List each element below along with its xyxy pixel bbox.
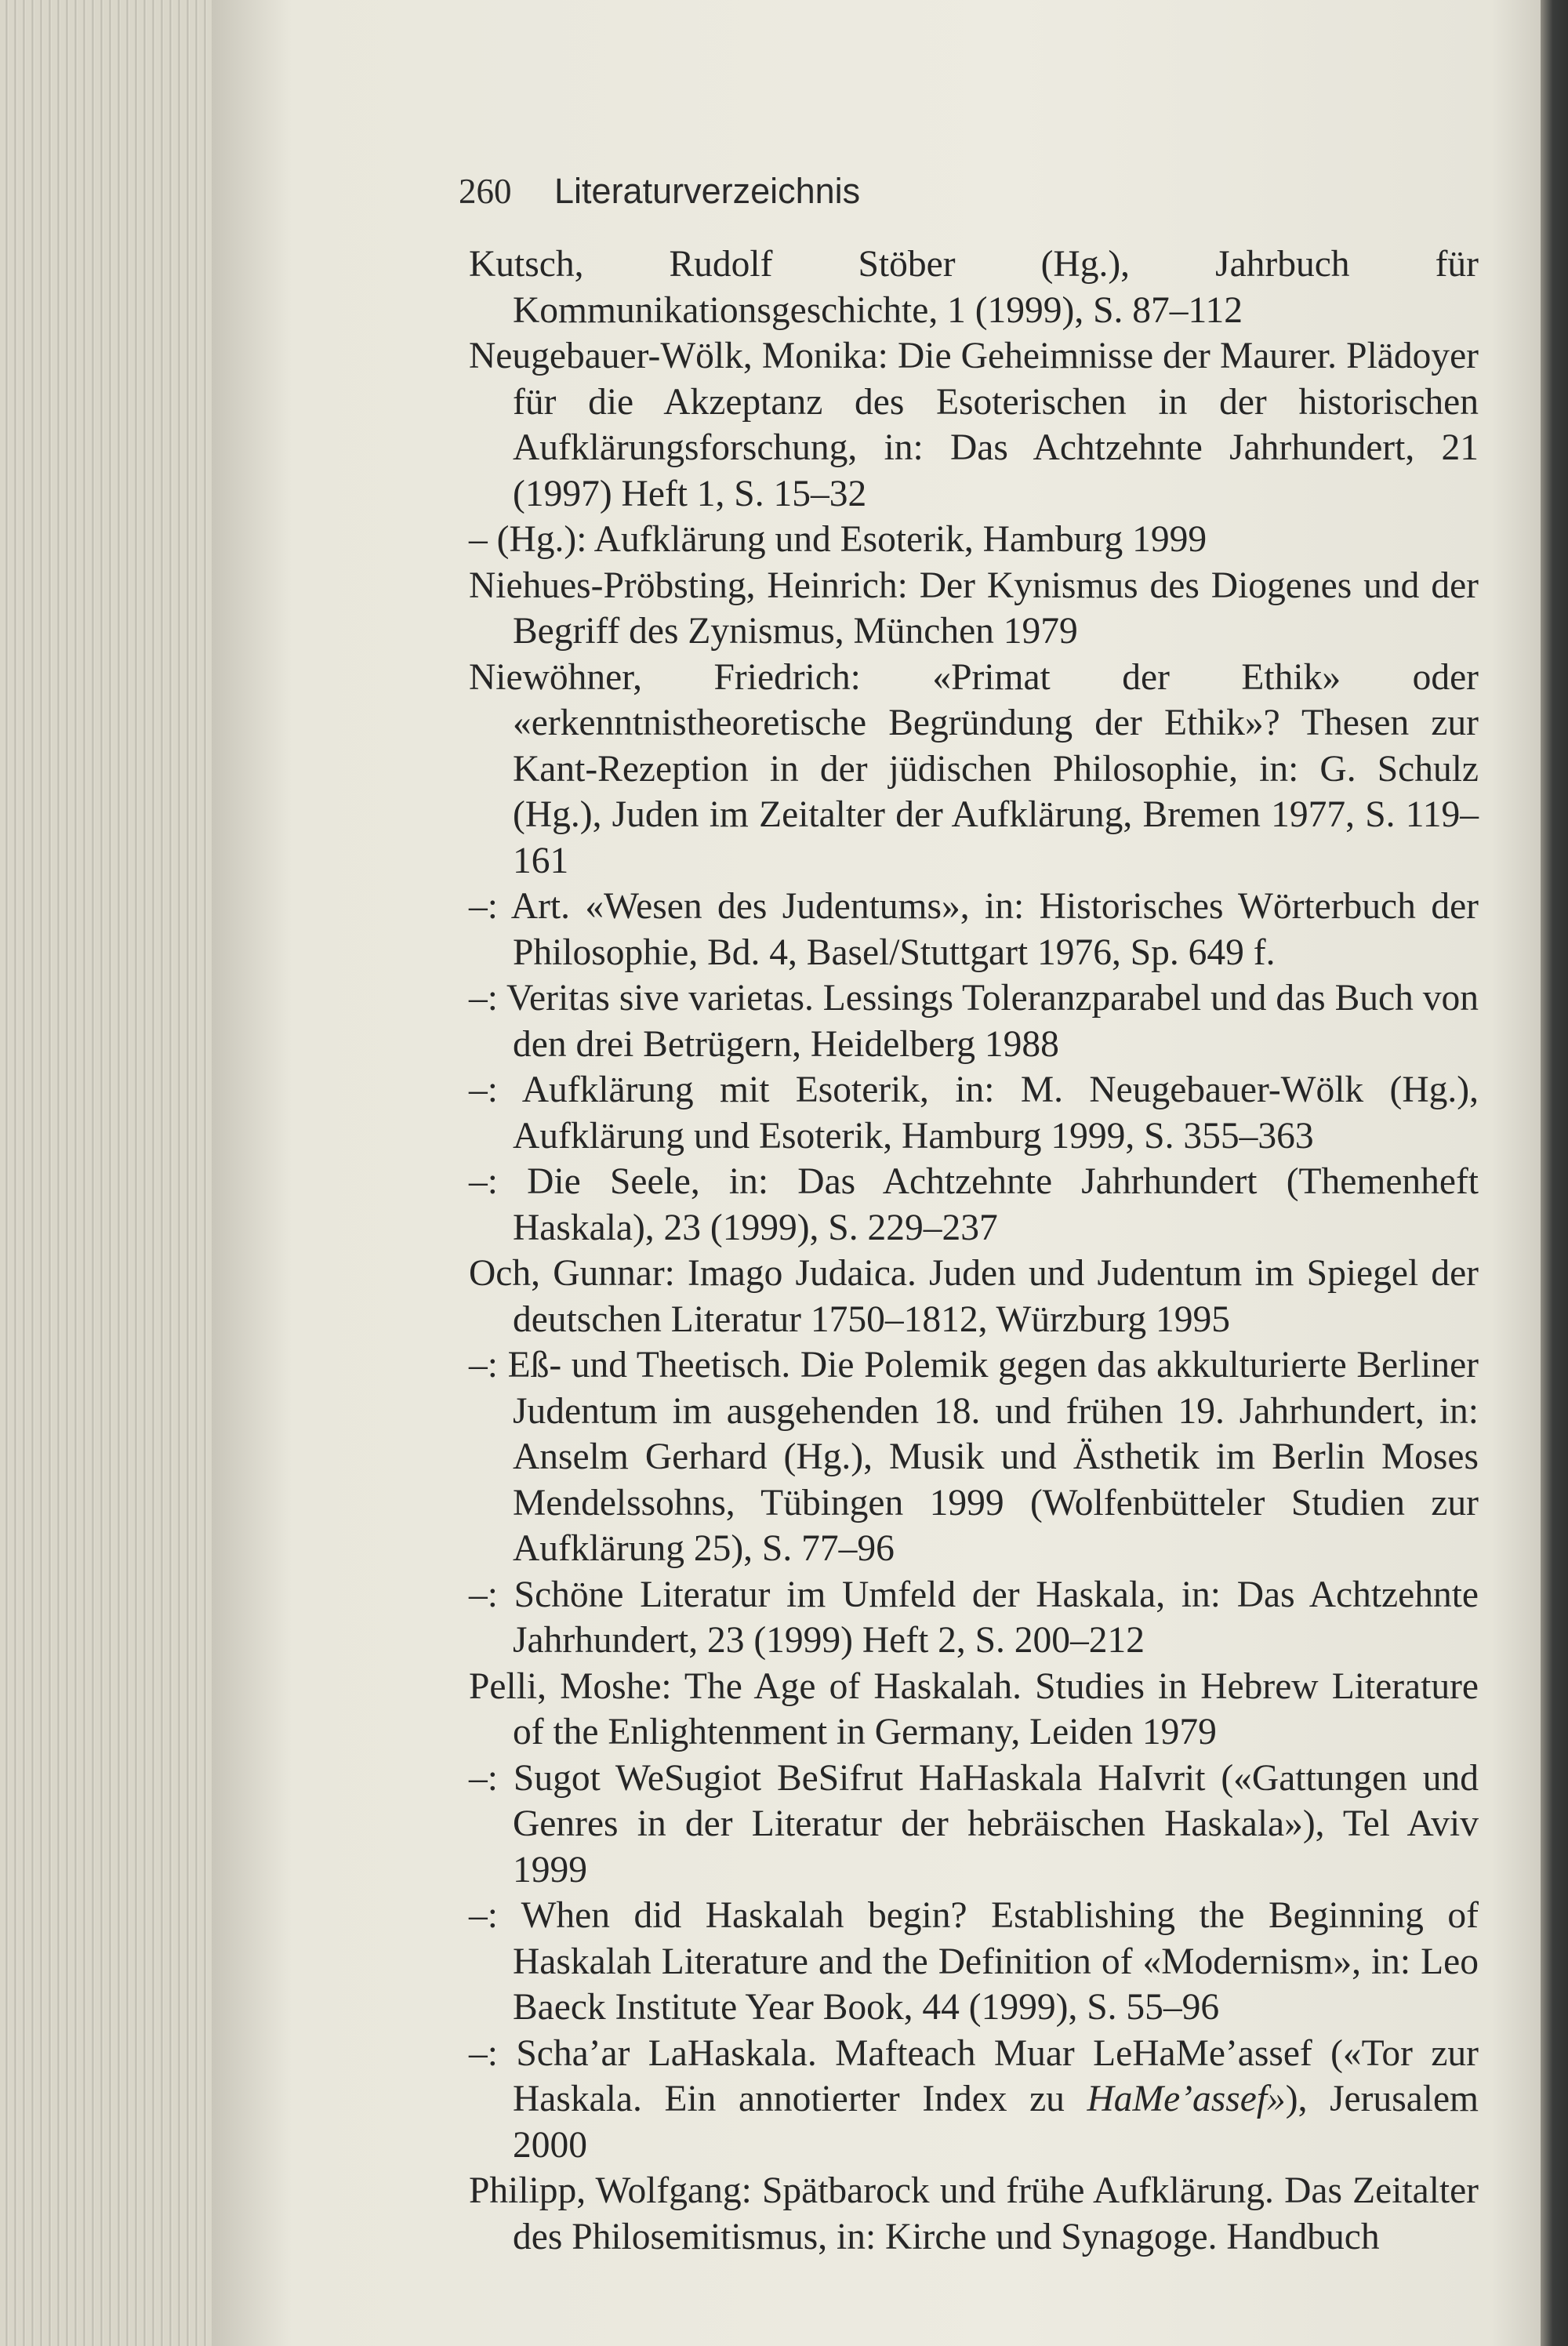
gutter-shadow <box>1541 0 1568 2346</box>
bib-entry: Philipp, Wolfgang: Spätbarock und frühe Aufklärung. Das Zeitalter des Philosemitismus, in: Kirche und Synagoge. Handbuch <box>469 2170 1479 2257</box>
bib-entry: Och, Gunnar: Imago Judaica. Juden und Judentum im Spiegel der deutschen Literatur 1750–1812, Würzburg 1995 <box>469 1253 1479 1340</box>
bib-entry: –: Art. «Wesen des Judentums», in: Historisches Wörterbuch der Philosophie, Bd. 4, Basel/Stuttgart 1976, Sp. 649 f. <box>469 886 1479 973</box>
bib-entry: Pelli, Moshe: The Age of Haskalah. Studies in Hebrew Literature of the Enlightenment in Germany, Leiden 1979 <box>469 1665 1479 1752</box>
bib-entry: –: Schöne Literatur im Umfeld der Haskala, in: Das Achtzehnte Jahrhundert, 23 (1999) Heft 2, S. 200–212 <box>469 1574 1479 1661</box>
bib-entry: –: Die Seele, in: Das Achtzehnte Jahrhundert (Themenheft Haskala), 23 (1999), S. 229–237 <box>469 1161 1479 1248</box>
running-title: Literaturverzeichnis <box>554 171 861 211</box>
bib-entry: – (Hg.): Aufklärung und Esoterik, Hamburg 1999 <box>469 519 1207 560</box>
bib-entry-text: –: Scha’ar LaHaskala. Mafteach Muar LeHaMe’assef («Tor zur Haskala. Ein annotierter Index zu <box>469 2032 1479 2119</box>
bib-entry: Niewöhner, Friedrich: «Primat der Ethik» oder «erkenntnistheoretische Begründung der Ethik»? Thesen zur Kant-Rezeption in der jüdischen Philosophie, in: G. Schulz (Hg.), Juden im Zeitalter der Aufklärung, Bremen 1977, S. 119–161 <box>469 656 1479 881</box>
bib-entry: –: Veritas sive varietas. Lessings Toleranzparabel und das Buch von den drei Betrügern, Heidelberg 1988 <box>469 978 1479 1065</box>
bib-entry: Neugebauer-Wölk, Monika: Die Geheimnisse der Maurer. Plädoyer für die Akzeptanz des Esoterischen in der historischen Aufklärungsforschung, in: Das Achtzehnte Jahrhundert, 21 (1997) Heft 1, S. 15–32 <box>469 336 1479 514</box>
bib-entry: –: When did Haskalah begin? Establishing the Beginning of Haskalah Literature and the Definition of «Modernism», in: Leo Baeck Institute Year Book, 44 (1999), S. 55–96 <box>469 1895 1479 2028</box>
bib-entry-text: ), Jerusalem 2000 <box>513 2079 1479 2166</box>
bib-entry: –: Sugot WeSugiot BeSifrut HaHaskala HaIvrit («Gattungen und Genres in der Literatur der hebräischen Haskala»), Tel Aviv 1999 <box>469 1757 1479 1890</box>
bib-entry <box>469 2031 1479 2169</box>
bibliography-list <box>469 242 1479 2260</box>
running-head <box>459 171 860 212</box>
bib-entry: Niehues-Pröbsting, Heinrich: Der Kynismus des Diogenes und der Begriff des Zynismus, München 1979 <box>469 565 1479 652</box>
bib-entry: –: Aufklärung mit Esoterik, in: M. Neugebauer-Wölk (Hg.), Aufklärung und Esoterik, Hamburg 1999, S. 355–363 <box>469 1070 1479 1157</box>
bib-entry: –: Eß- und Theetisch. Die Polemik gegen das akkulturierte Berliner Judentum im ausgehenden 18. und frühen 19. Jahrhundert, in: Anselm Gerhard (Hg.), Musik und Ästhetik im Berlin Moses Mendelssohns, Tübingen 1999 (Wolfenbütteler Studien zur Aufklärung 25), S. 77–96 <box>469 1345 1479 1569</box>
bib-entry: Kutsch, Rudolf Stöber (Hg.), Jahrbuch für Kommunikationsgeschichte, 1 (1999), S. 87–112 <box>469 244 1479 331</box>
page-number: 260 <box>459 172 512 211</box>
bib-entry-italic-title: HaMe’assef» <box>1087 2079 1286 2119</box>
